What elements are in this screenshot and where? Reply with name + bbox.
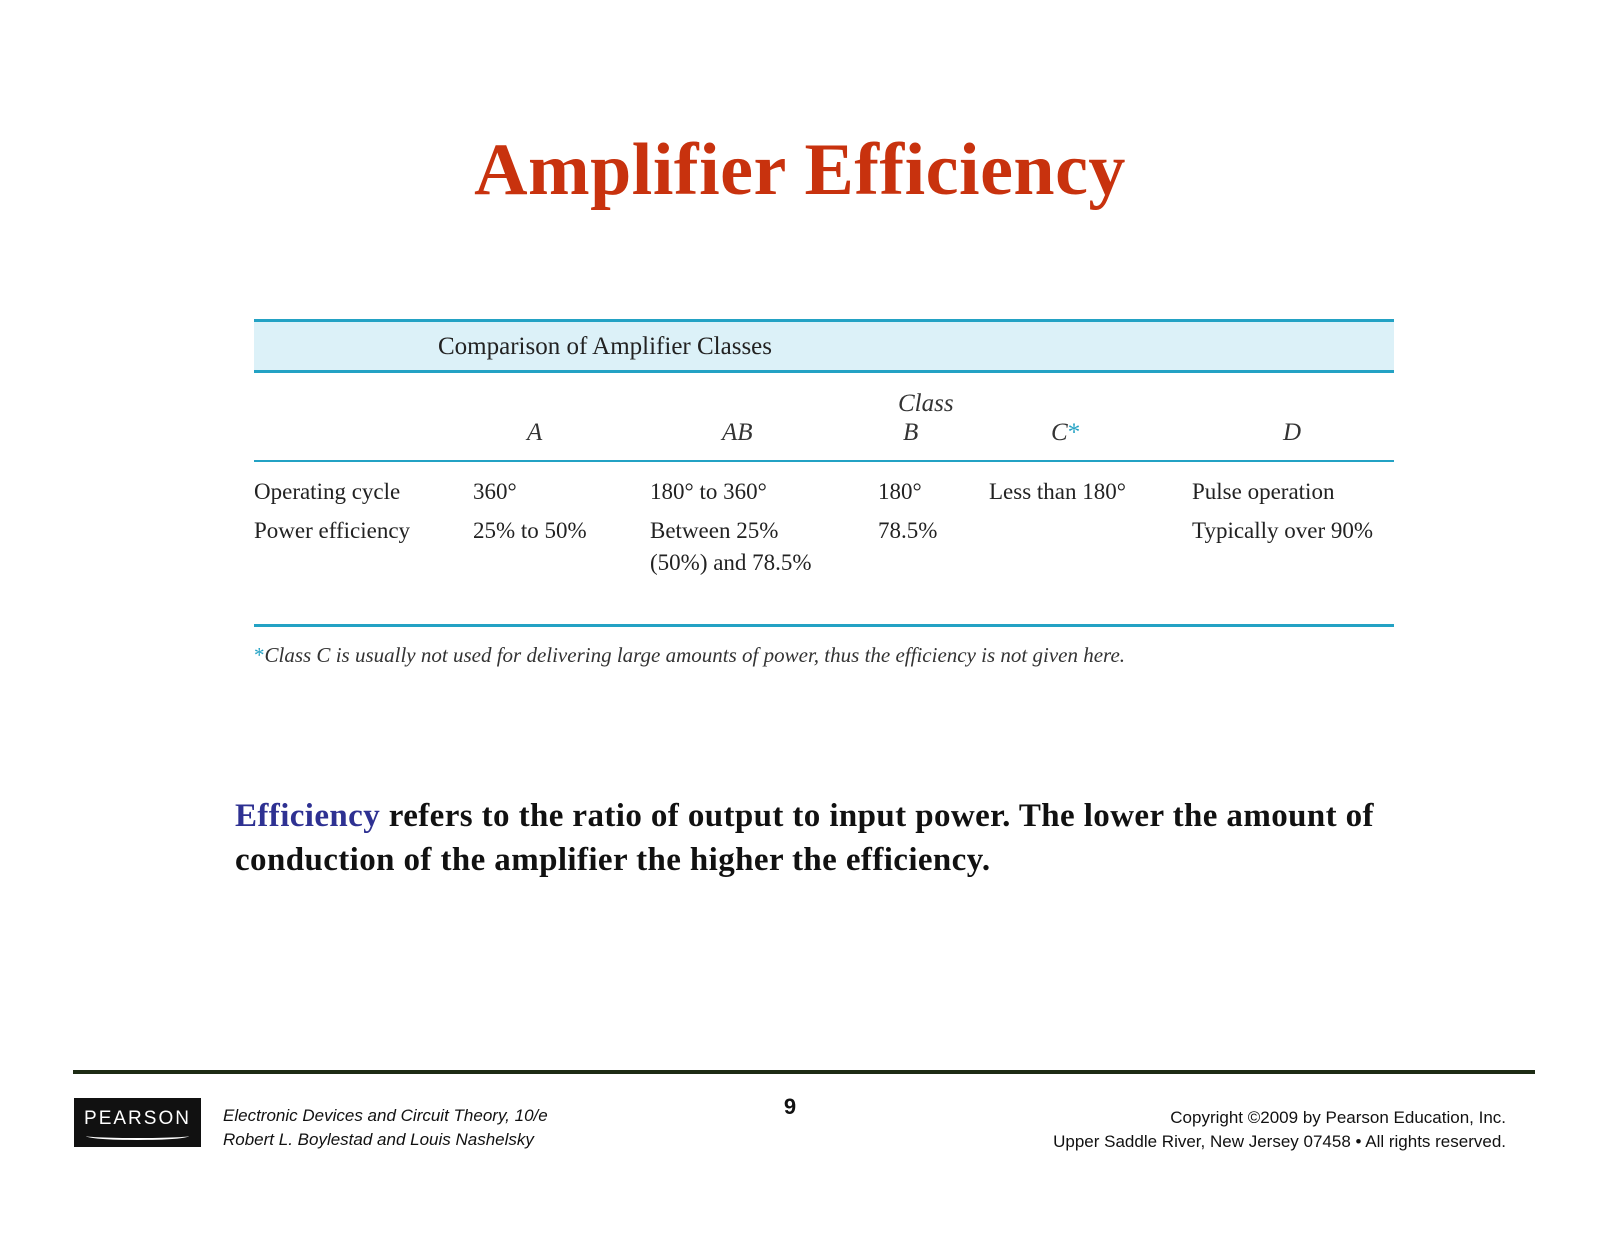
book-credit <box>223 1104 548 1152</box>
footer-divider <box>73 1070 1535 1074</box>
column-header-b: B <box>903 419 919 446</box>
comparison-table <box>254 319 1394 668</box>
column-header-c-label: C <box>1051 419 1068 446</box>
slide-title: Amplifier Efficiency <box>474 129 1126 211</box>
table-cell: Pulse operation <box>1192 479 1335 504</box>
footnote-text: Class C is usually not used for delivering large amounts of power, thus the efficiency is not given here. <box>264 643 1126 667</box>
address-line: Upper Saddle River, New Jersey 07458 • All rights reserved. <box>1053 1132 1506 1151</box>
table-caption: Comparison of Amplifier Classes <box>254 319 1394 373</box>
copyright-line: Copyright ©2009 by Pearson Education, Inc. <box>1170 1108 1506 1127</box>
book-title: Electronic Devices and Circuit Theory, 10/e <box>223 1106 548 1125</box>
body-paragraph <box>235 794 1445 882</box>
table-footnote <box>254 643 1394 668</box>
keyword-efficiency: Efficiency <box>235 798 381 834</box>
table-cell: 180° <box>878 479 922 504</box>
logo-swoosh-icon <box>86 1132 189 1140</box>
row-label-operating-cycle: Operating cycle <box>254 479 401 504</box>
table-cell: Typically over 90% <box>1192 518 1374 543</box>
book-authors: Robert L. Boylestad and Louis Nashelsky <box>223 1130 534 1149</box>
column-group-label: Class <box>898 390 954 417</box>
column-header-a: A <box>527 419 543 446</box>
footnote-marker: * <box>254 643 265 667</box>
table-cell: 360° <box>473 479 517 504</box>
table-cell: 78.5% <box>878 518 938 543</box>
page-number: 9 <box>783 1094 797 1119</box>
pearson-logo: PEARSON <box>74 1098 201 1147</box>
column-header-d: D <box>1283 419 1302 446</box>
column-header-c <box>1051 419 1080 447</box>
row-label-power-efficiency: Power efficiency <box>254 518 411 543</box>
table-body <box>254 462 1394 627</box>
column-header-ab: AB <box>722 419 753 446</box>
body-text: refers to the ratio of output to input power. The lower the amount of conduction of the amplifier the higher the efficiency. <box>235 798 1374 878</box>
footnote-marker: * <box>1067 419 1081 446</box>
table-cell: 180° to 360° <box>650 479 767 504</box>
table-cell-line: Between 25% <box>650 518 779 543</box>
table-cell: 25% to 50% <box>473 518 587 543</box>
copyright-notice <box>1053 1106 1506 1154</box>
table-cell-line: (50%) and 78.5% <box>650 550 812 575</box>
table-header <box>254 373 1394 462</box>
table-cell <box>650 515 812 579</box>
table-cell: Less than 180° <box>989 479 1126 504</box>
